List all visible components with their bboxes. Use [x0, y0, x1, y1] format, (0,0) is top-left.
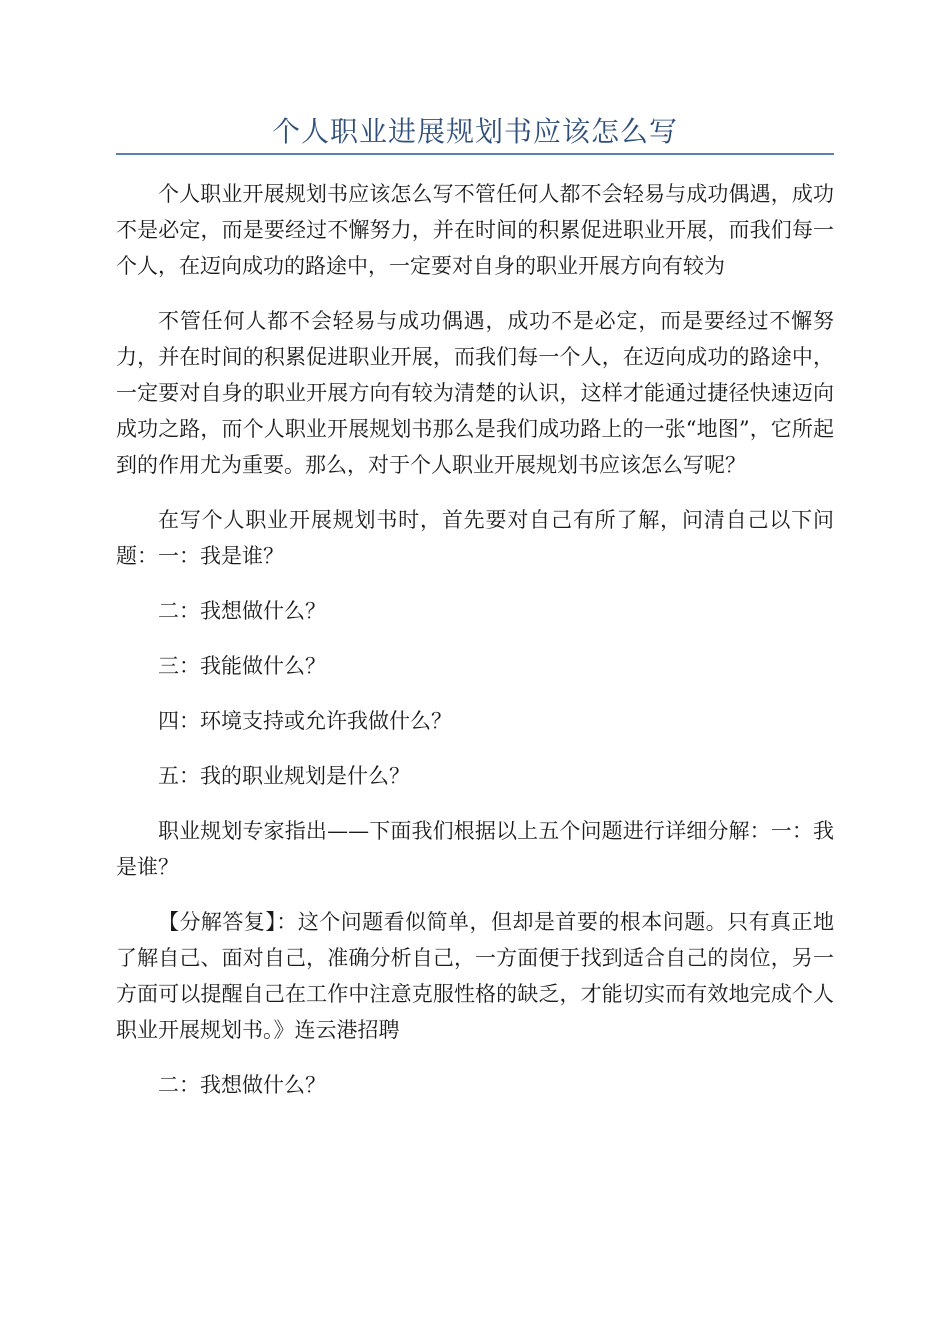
paragraph-answer-1: 【分解答复】：这个问题看似简单，但却是首要的根本问题。只有真正地了解自己、面对自己，准确分析自己，一方面便于找到适合自己的岗位，另一方面可以提醒自己在工作中注意克服性格的缺乏，才能切实而有效地完成个人职业开展规划书。》连云港招聘 [116, 910, 834, 1042]
document-body [116, 176, 834, 1122]
paragraph-2: 不管任何人都不会轻易与成功偶遇，成功不是必定，而是要经过不懈努力，并在时间的积累促进职业开展，而我们每一个人，在迈向成功的路途中，一定要对自身的职业开展方向有较为清楚的认识，这样才能通过捷径快速迈向成功之路，而个人职业开展规划书那么是我们成功路上的一张“地图”，它所起到的作用尤为重要。那么，对于个人职业开展规划书应该怎么写呢？ [116, 309, 834, 477]
document-title: 个人职业进展规划书应该怎么写 [271, 115, 678, 148]
paragraph-question-3: 三：我能做什么？ [158, 654, 326, 678]
paragraph-question-2-heading: 二：我想做什么？ [158, 1073, 326, 1097]
paragraph-question-4: 四：环境支持或允许我做什么？ [158, 709, 452, 733]
paragraph-question-2: 二：我想做什么？ [158, 599, 326, 623]
paragraph-expert-intro: 职业规划专家指出——下面我们根据以上五个问题进行详细分解：一：我是谁？ [116, 819, 834, 879]
paragraph-3: 在写个人职业开展规划书时，首先要对自己有所了解，问清自己以下问题：一：我是谁？ [116, 508, 834, 568]
title-underline [116, 153, 834, 155]
paragraph-question-5: 五：我的职业规划是什么？ [158, 764, 410, 788]
paragraph-1: 个人职业开展规划书应该怎么写不管任何人都不会轻易与成功偶遇，成功不是必定，而是要经过不懈努力，并在时间的积累促进职业开展，而我们每一个人，在迈向成功的路途中，一定要对自身的职业开展方向有较为 [116, 182, 834, 278]
